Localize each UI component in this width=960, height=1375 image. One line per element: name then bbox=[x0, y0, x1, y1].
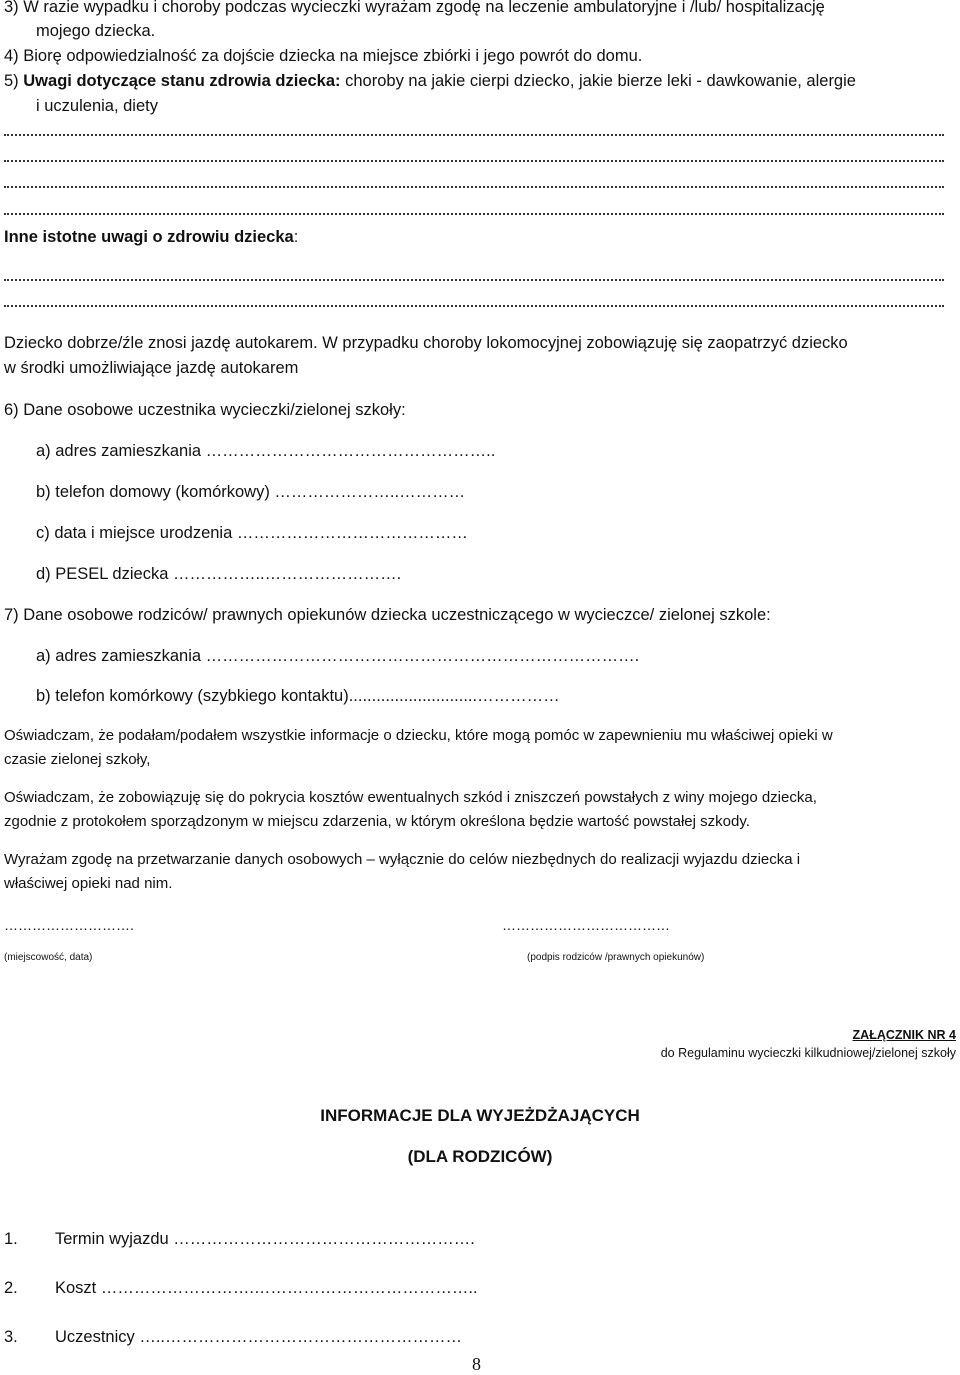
paragraph-3-line-1: 3) W razie wypadku i choroby podczas wycieczki wyrażam zgodę na leczenie ambulatoryjne i /lub/ hospitalizację bbox=[4, 0, 825, 16]
place-date-field[interactable]: ………………………. bbox=[4, 917, 134, 933]
page-number: 8 bbox=[472, 1354, 481, 1374]
cost-field[interactable]: Koszt ……………………….………………………………….. bbox=[55, 1279, 478, 1297]
declaration-2-line-2: zgodnie z protokołem sporządzonym w miejscu zdarzenia, w którym określona będzie wartość powstałej szkody. bbox=[4, 813, 750, 830]
paragraph-5-line-1 bbox=[4, 70, 856, 92]
participants-field[interactable]: Uczestnicy …..……………………………………………… bbox=[55, 1328, 463, 1346]
participant-birth-field[interactable]: c) data i miejsce urodzenia …………………………………… bbox=[36, 524, 468, 542]
health-notes-line-1[interactable] bbox=[4, 134, 944, 136]
other-health-notes-colon: : bbox=[293, 228, 299, 246]
paragraph-5-heading: Uwagi dotyczące stanu zdrowia dziecka: bbox=[23, 72, 341, 90]
section-7-heading: 7) Dane osobowe rodziców/ prawnych opiekunów dziecka uczestniczącego w wycieczce/ zielonej szkole: bbox=[4, 606, 771, 624]
attachment-label: ZAŁĄCZNIK NR 4 bbox=[852, 1028, 956, 1042]
paragraph-5-line-2: i uczulenia, diety bbox=[36, 97, 158, 115]
attachment-reference: do Regulaminu wycieczki kilkudniowej/zielonej szkoły bbox=[660, 1046, 956, 1060]
signature-label: (podpis rodziców /prawnych opiekunów) bbox=[527, 952, 705, 963]
info-item-number-1: 1. bbox=[4, 1230, 18, 1248]
consent-line-1: Wyrażam zgodę na przetwarzanie danych osobowych – wyłącznie do celów niezbędnych do realizacji wyjazdu dziecka i bbox=[4, 851, 801, 868]
parent-phone-field[interactable]: b) telefon komórkowy (szybkiego kontaktu)............................…………… bbox=[36, 687, 560, 705]
other-health-notes-label: Inne istotne uwagi o zdrowiu dziecka bbox=[4, 228, 294, 246]
other-notes-line-1[interactable] bbox=[4, 279, 944, 281]
declaration-2-line-1: Oświadczam, że zobowiązuję się do pokrycia kosztów ewentualnych szkód i zniszczeń powstałych z winy mojego dziecka, bbox=[4, 789, 817, 806]
info-subtitle: (DLA RODZICÓW) bbox=[407, 1147, 553, 1166]
paragraph-4: 4) Biorę odpowiedzialność za dojście dziecka na miejsce zbiórki i jego powrót do domu. bbox=[4, 47, 643, 65]
participant-phone-field[interactable]: b) telefon domowy (komórkowy) …………………..………… bbox=[36, 483, 466, 501]
other-notes-line-2[interactable] bbox=[4, 305, 944, 307]
paragraph-5-text: choroby na jakie cierpi dziecko, jakie bierze leki - dawkowanie, alergie bbox=[340, 72, 856, 90]
declaration-1-line-2: czasie zielonej szkoły, bbox=[4, 751, 151, 768]
health-notes-line-3[interactable] bbox=[4, 186, 944, 188]
info-title: INFORMACJE DLA WYJEŻDŻAJĄCYCH bbox=[320, 1106, 640, 1125]
health-notes-line-4[interactable] bbox=[4, 213, 944, 215]
signature-field[interactable]: ……………………………… bbox=[502, 917, 670, 933]
departure-date-field[interactable]: Termin wyjazdu ………………………………………………. bbox=[55, 1230, 475, 1248]
participant-address-field[interactable]: a) adres zamieszkania …………………………………………….. bbox=[36, 442, 496, 460]
section-6-heading: 6) Dane osobowe uczestnika wycieczki/zielonej szkoły: bbox=[4, 401, 406, 419]
travel-sickness-line-2: w środki umożliwiające jazdę autokarem bbox=[4, 359, 299, 377]
paragraph-5-number: 5) bbox=[4, 72, 19, 90]
parent-address-field[interactable]: a) adres zamieszkania ……………………………………………………………………. bbox=[36, 647, 640, 665]
declaration-1-line-1: Oświadczam, że podałam/podałem wszystkie informacje o dziecku, które mogą pomóc w zapewnieniu mu właściwej opieki w bbox=[4, 727, 833, 744]
place-date-label: (miejscowość, data) bbox=[4, 952, 93, 963]
health-notes-line-2[interactable] bbox=[4, 160, 944, 162]
info-item-number-3: 3. bbox=[4, 1328, 18, 1346]
consent-line-2: właściwej opieki nad nim. bbox=[4, 875, 173, 892]
other-health-notes-heading bbox=[4, 226, 298, 248]
info-item-number-2: 2. bbox=[4, 1279, 18, 1297]
participant-pesel-field[interactable]: d) PESEL dziecka ……………..……………………. bbox=[36, 565, 402, 583]
travel-sickness-line-1: Dziecko dobrze/źle znosi jazdę autokarem. W przypadku choroby lokomocyjnej zobowiązuję się zaopatrzyć dziecko bbox=[4, 334, 848, 352]
paragraph-3-line-2: mojego dziecka. bbox=[36, 22, 156, 40]
